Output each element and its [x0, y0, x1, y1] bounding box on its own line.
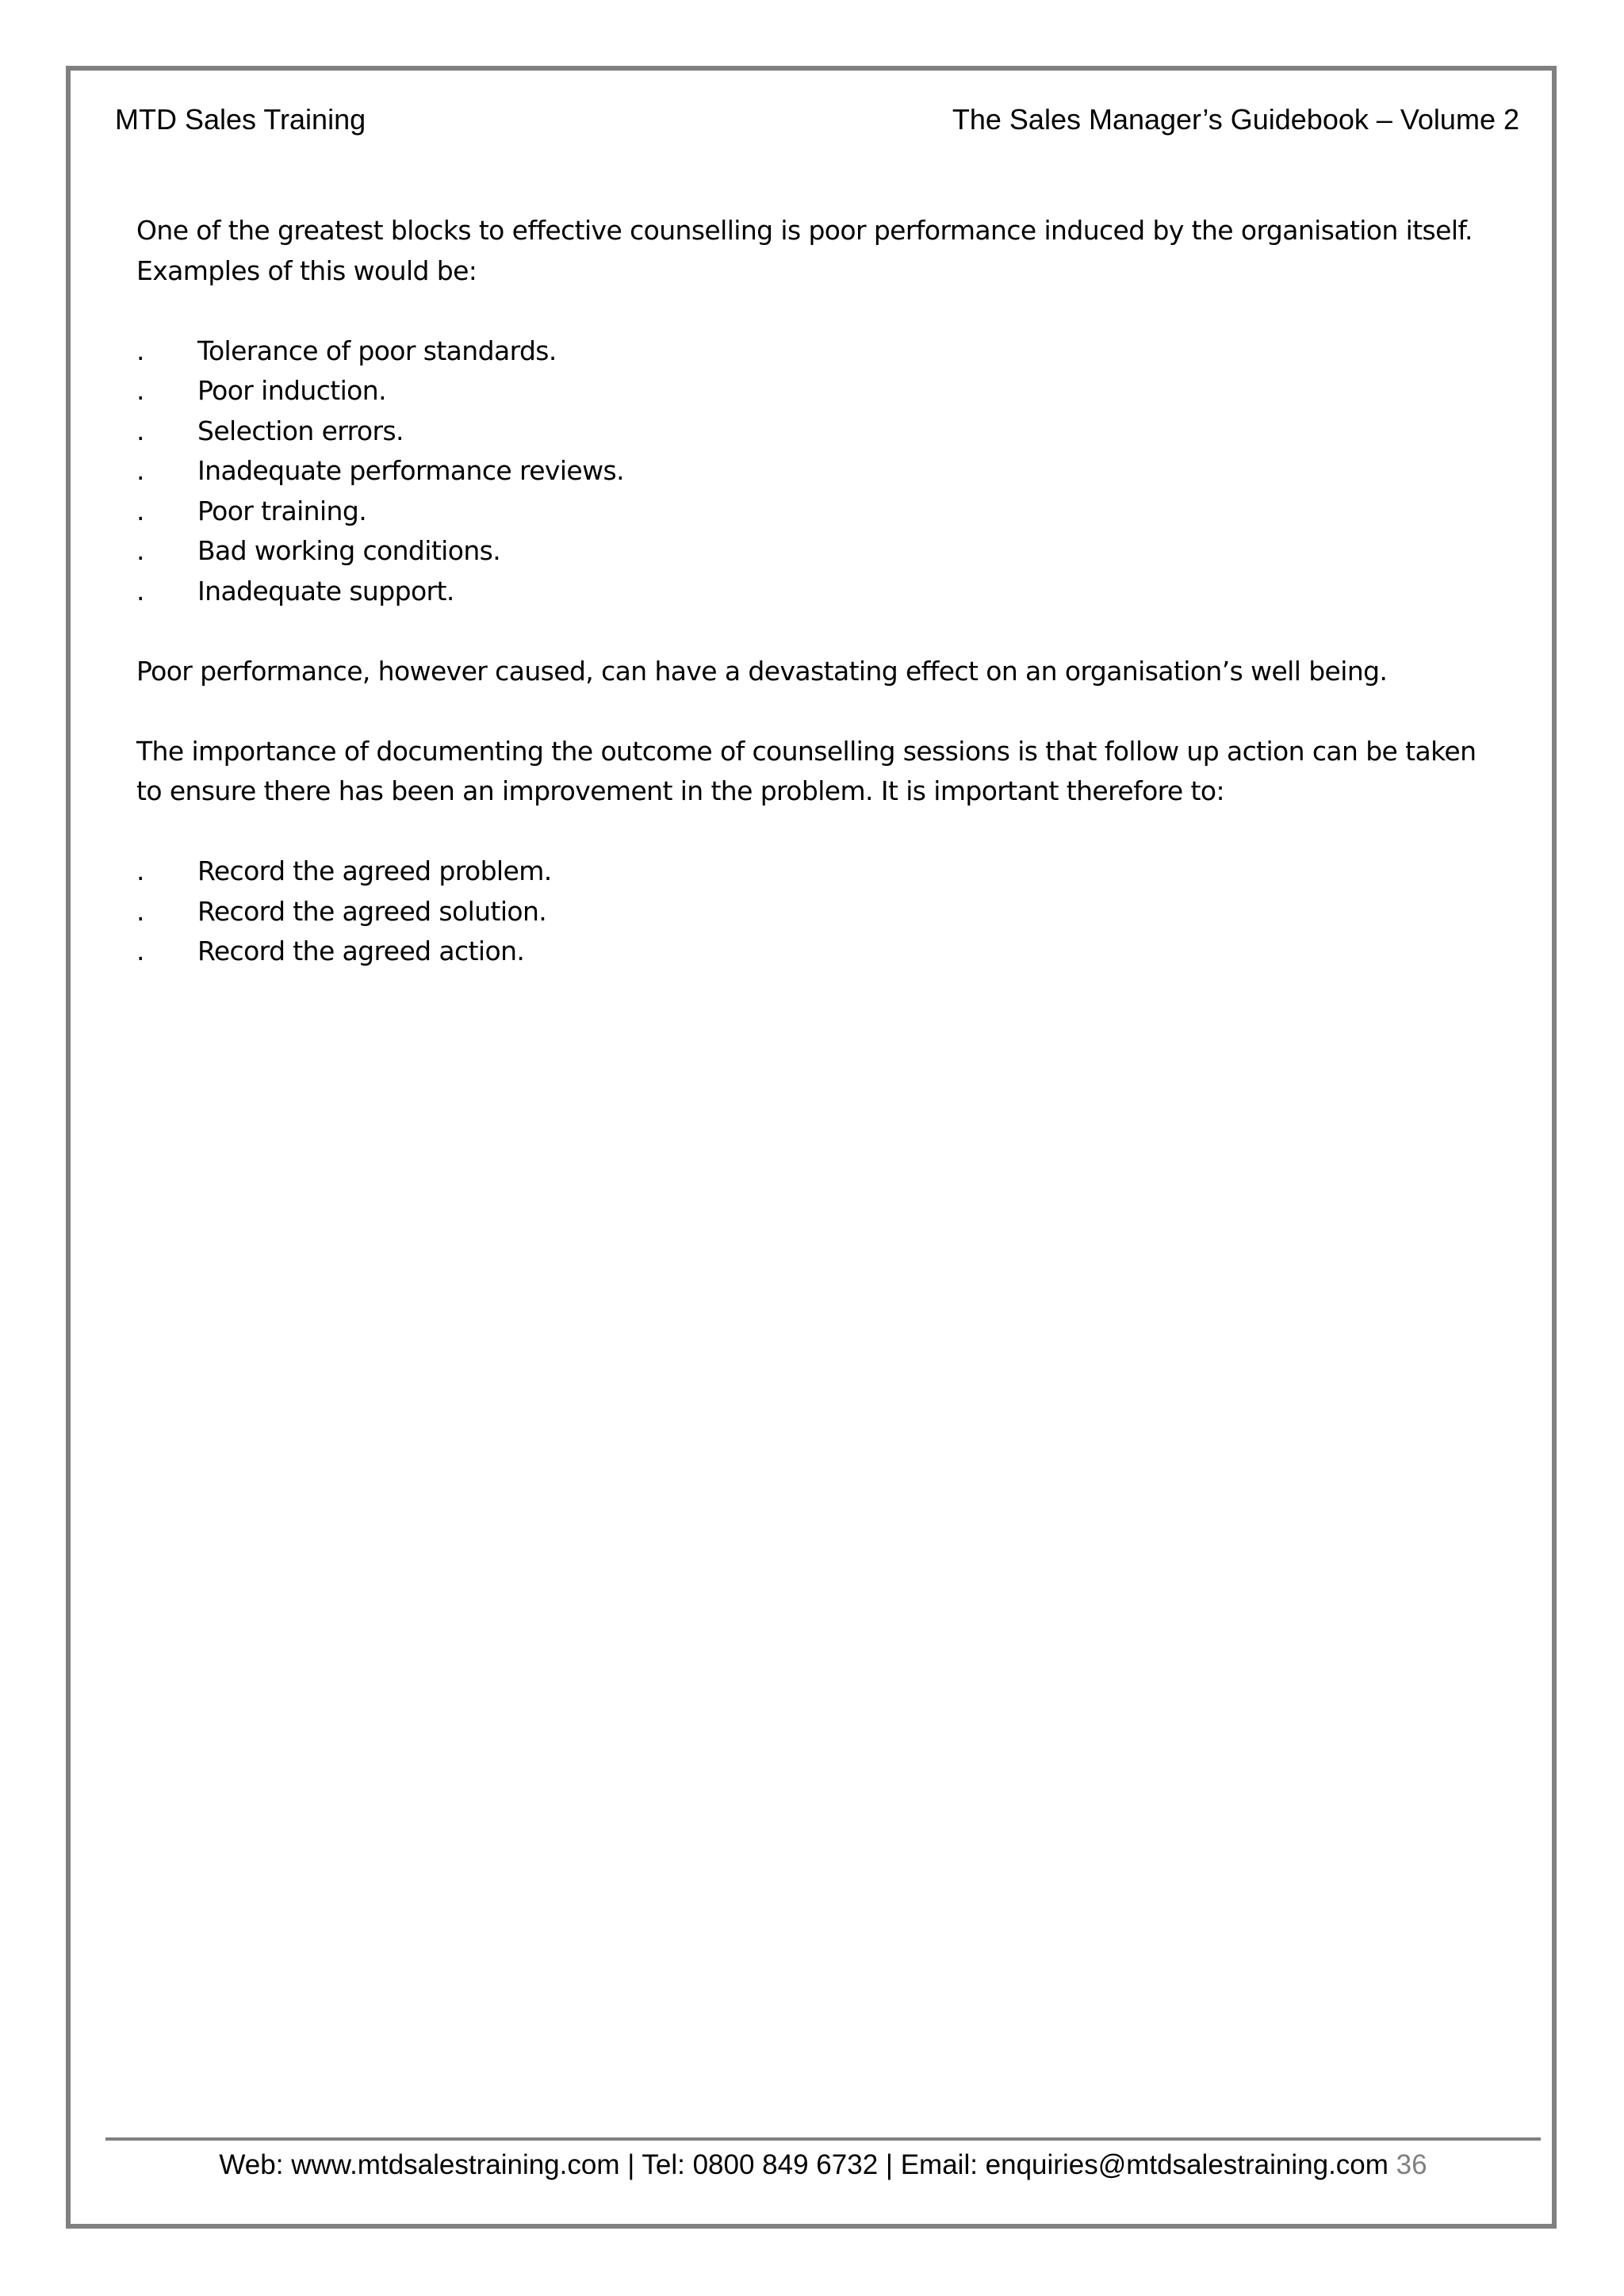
- bullet-marker: .: [136, 495, 144, 526]
- list-item: [136, 572, 1508, 612]
- record-list: [136, 851, 1508, 972]
- list-item: [136, 331, 1508, 372]
- page-content: [136, 211, 1508, 1012]
- page-footer: [105, 2145, 1541, 2185]
- performance-paragraph: Poor performance, however caused, can have a devastating effect on an organisation’s well being.: [136, 655, 1388, 687]
- list-item: [136, 411, 1508, 452]
- bullet-marker: .: [136, 455, 144, 486]
- list-item-text: Inadequate performance reviews.: [197, 455, 624, 486]
- footer-contact-info: Web: www.mtdsalestraining.com | Tel: 0800 849 6732 | Email: enquiries@mtdsalestraining.com: [219, 2149, 1388, 2180]
- list-item: [136, 492, 1508, 532]
- list-item-text: Tolerance of poor standards.: [197, 335, 557, 366]
- list-item: [136, 371, 1508, 411]
- list-item-text: Poor induction.: [197, 375, 386, 406]
- bullet-marker: .: [136, 575, 144, 607]
- list-item-text: Poor training.: [197, 495, 367, 526]
- documenting-paragraph: The importance of documenting the outcome of counselling sessions is that follow up action can be taken to ensure there has been an improvement in the problem. It is important therefore to:: [136, 735, 1477, 806]
- bullet-marker: .: [136, 895, 144, 927]
- bullet-marker: .: [136, 855, 144, 886]
- header-document-title: The Sales Manager’s Guidebook – Volume 2: [952, 103, 1519, 136]
- bullet-marker: .: [136, 415, 144, 446]
- bullet-marker: .: [136, 936, 144, 966]
- footer-divider: [105, 2137, 1541, 2141]
- list-item-text: Record the agreed problem.: [197, 855, 552, 886]
- list-item: [136, 932, 1508, 972]
- list-item: [136, 451, 1508, 492]
- list-item: [136, 892, 1508, 932]
- list-item-text: Record the agreed solution.: [197, 895, 547, 927]
- intro-paragraph: One of the greatest blocks to effective counselling is poor performance induced by the organisation itself. Examples of this would be:: [136, 215, 1473, 286]
- list-item-text: Bad working conditions.: [197, 535, 501, 566]
- list-item: [136, 851, 1508, 892]
- page-number: 36: [1396, 2149, 1427, 2180]
- list-item-text: Inadequate support.: [197, 575, 454, 607]
- bullet-marker: .: [136, 335, 144, 366]
- page-header: [115, 100, 1519, 140]
- header-company-name: MTD Sales Training: [115, 103, 366, 136]
- bullet-marker: .: [136, 535, 144, 566]
- blocks-list: [136, 331, 1508, 612]
- list-item: [136, 531, 1508, 572]
- bullet-marker: .: [136, 375, 144, 406]
- list-item-text: Selection errors.: [197, 415, 404, 446]
- list-item-text: Record the agreed action.: [197, 936, 525, 966]
